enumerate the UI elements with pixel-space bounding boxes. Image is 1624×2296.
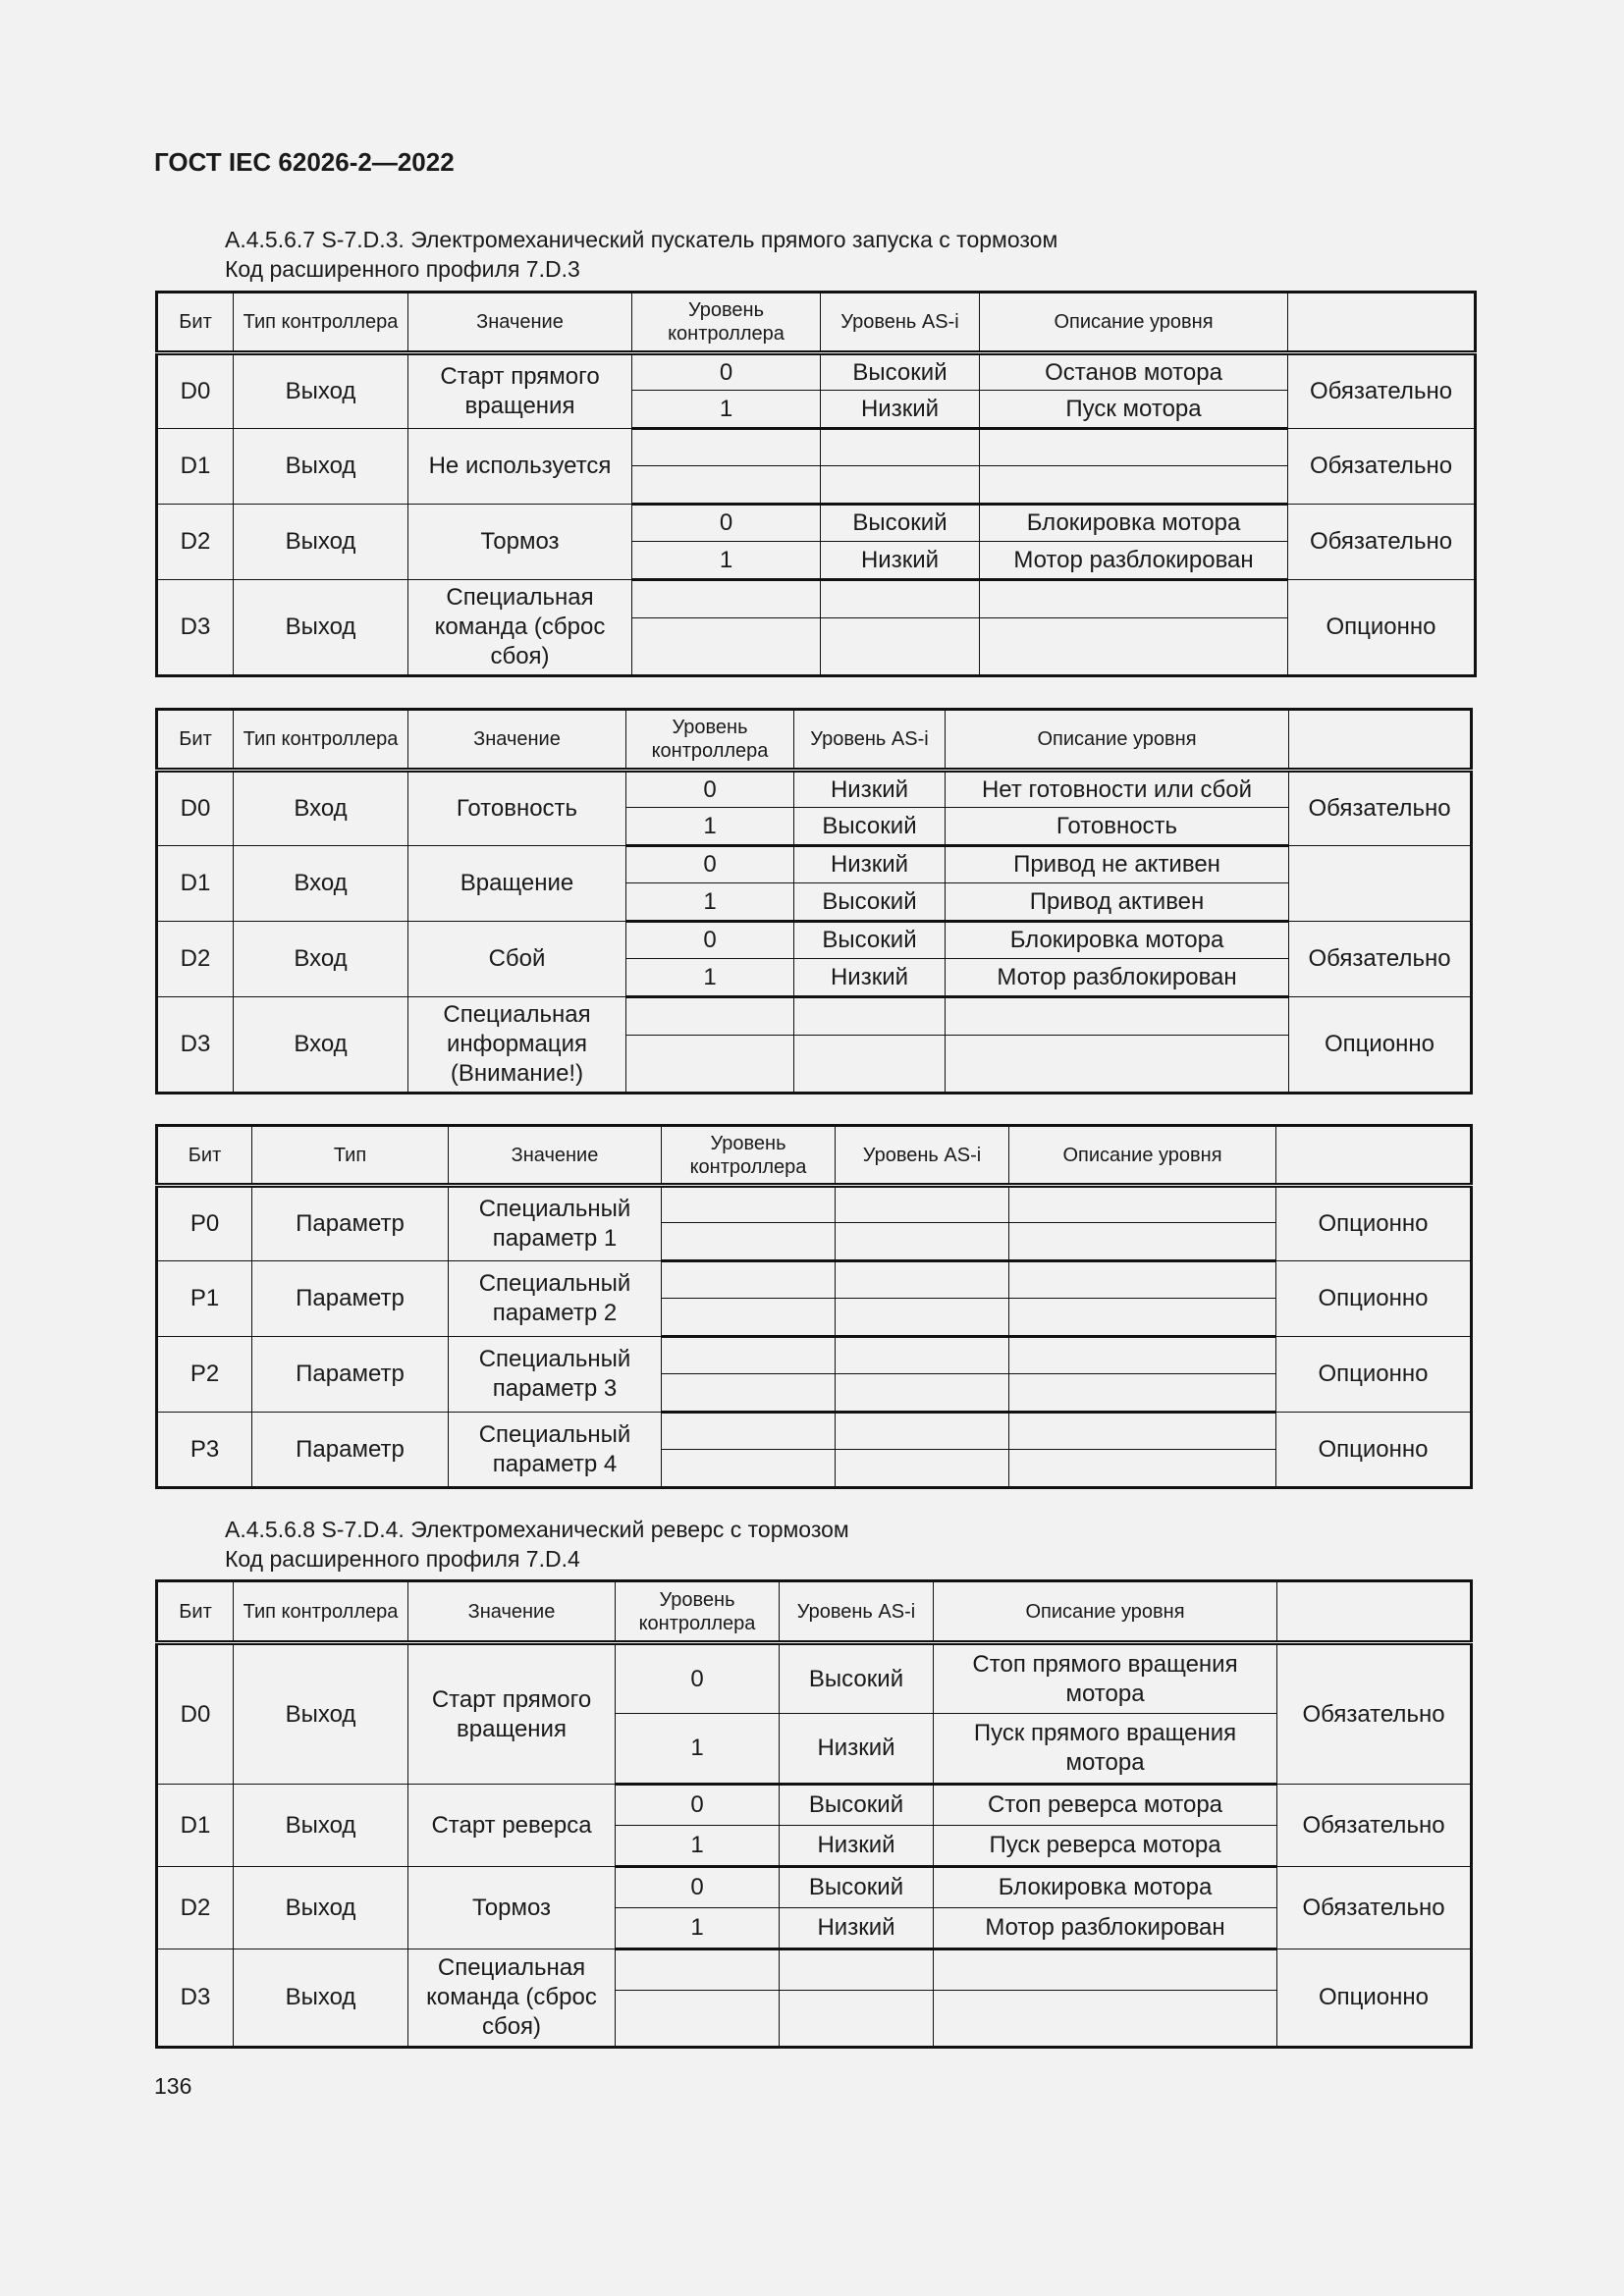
level-description-cell <box>980 618 1288 676</box>
header-level-description: Описание уровня <box>1009 1126 1276 1186</box>
controller-level-cell: 1 <box>616 1826 780 1867</box>
controller-level-cell: 1 <box>626 808 794 846</box>
header-meaning: Значение <box>408 1581 616 1643</box>
bit-table-outputs-7d3 <box>155 291 1477 677</box>
meaning-cell: Старт реверса <box>408 1785 616 1867</box>
requirement-cell: Обязательно <box>1277 1867 1472 1949</box>
level-description-cell: Блокировка мотора <box>946 922 1289 959</box>
bit-cell: D2 <box>157 922 234 997</box>
asi-level-cell: Низкий <box>794 846 946 883</box>
level-description-cell <box>1009 1374 1276 1413</box>
meaning-cell: Специальная команда (сброс сбоя) <box>408 1949 616 2048</box>
document-header: ГОСТ IEC 62026-2—2022 <box>154 147 455 177</box>
bit-cell: D1 <box>157 846 234 922</box>
asi-level-cell <box>794 997 946 1036</box>
level-description-cell <box>1009 1299 1276 1337</box>
header-requirement <box>1277 1581 1472 1643</box>
level-description-cell: Готовность <box>946 808 1289 846</box>
controller-type-cell: Выход <box>234 429 408 505</box>
controller-level-cell <box>632 429 821 466</box>
header-bit: Бит <box>157 710 234 771</box>
controller-level-cell <box>662 1261 836 1299</box>
asi-level-cell <box>821 618 980 676</box>
level-description-cell <box>980 466 1288 505</box>
controller-level-cell: 1 <box>632 391 821 429</box>
controller-level-cell <box>662 1186 836 1223</box>
meaning-cell: Тормоз <box>408 505 632 580</box>
level-description-cell: Привод не активен <box>946 846 1289 883</box>
controller-level-cell: 0 <box>626 846 794 883</box>
asi-level-cell <box>780 1949 934 1991</box>
bit-cell: D3 <box>157 580 234 676</box>
caption-title: А.4.5.6.7 S-7.D.3. Электромеханический пускатель прямого запуска с тормозом <box>225 227 1058 252</box>
bit-table-inputs <box>155 708 1473 1095</box>
parameter-table <box>155 1124 1473 1489</box>
header-meaning: Значение <box>449 1126 662 1186</box>
requirement-cell: Опционно <box>1276 1186 1472 1261</box>
level-description-cell: Блокировка мотора <box>934 1867 1277 1908</box>
bit-table-outputs-7d4 <box>155 1579 1473 2049</box>
controller-level-cell: 0 <box>616 1643 780 1714</box>
requirement-cell: Опционно <box>1276 1413 1472 1488</box>
controller-level-cell <box>632 580 821 618</box>
asi-level-cell <box>836 1223 1009 1261</box>
requirement-cell: Обязательно <box>1277 1785 1472 1867</box>
meaning-cell: Специальный параметр 2 <box>449 1261 662 1337</box>
asi-level-cell <box>821 466 980 505</box>
controller-type-cell: Выход <box>234 1643 408 1785</box>
controller-level-cell <box>626 1036 794 1094</box>
meaning-cell: Сбой <box>408 922 626 997</box>
requirement-cell: Обязательно <box>1288 353 1476 429</box>
controller-level-cell <box>662 1223 836 1261</box>
asi-level-cell: Высокий <box>780 1867 934 1908</box>
meaning-cell: Не используется <box>408 429 632 505</box>
controller-type-cell: Выход <box>234 1867 408 1949</box>
meaning-cell: Готовность <box>408 771 626 846</box>
caption-profile-code: Код расширенного профиля 7.D.4 <box>225 1546 580 1572</box>
header-requirement <box>1289 710 1472 771</box>
level-description-cell <box>1009 1223 1276 1261</box>
controller-level-cell: 0 <box>632 505 821 542</box>
meaning-cell: Специальный параметр 1 <box>449 1186 662 1261</box>
header-level-description: Описание уровня <box>980 293 1288 353</box>
controller-level-cell <box>662 1374 836 1413</box>
meaning-cell: Старт прямого вращения <box>408 353 632 429</box>
level-description-cell: Стоп прямого вращения мотора <box>934 1643 1277 1714</box>
caption-7d3 <box>225 225 1057 284</box>
controller-type-cell: Выход <box>234 505 408 580</box>
type-cell: Параметр <box>252 1261 449 1337</box>
header-bit: Бит <box>157 1581 234 1643</box>
caption-profile-code: Код расширенного профиля 7.D.3 <box>225 256 580 282</box>
header-bit: Бит <box>157 1126 252 1186</box>
level-description-cell: Нет готовности или сбой <box>946 771 1289 808</box>
requirement-cell: Обязательно <box>1277 1643 1472 1785</box>
bit-cell: D3 <box>157 1949 234 2048</box>
controller-type-cell: Выход <box>234 353 408 429</box>
type-cell: Параметр <box>252 1413 449 1488</box>
bit-cell: P1 <box>157 1261 252 1337</box>
bit-cell: D3 <box>157 997 234 1094</box>
level-description-cell: Стоп реверса мотора <box>934 1785 1277 1826</box>
header-level-description: Описание уровня <box>946 710 1289 771</box>
level-description-cell <box>980 429 1288 466</box>
level-description-cell <box>1009 1261 1276 1299</box>
asi-level-cell: Низкий <box>780 1908 934 1949</box>
type-cell: Параметр <box>252 1337 449 1413</box>
header-controller-level: Уровень контроллера <box>662 1126 836 1186</box>
requirement-cell: Обязательно <box>1289 922 1472 997</box>
bit-cell: D1 <box>157 1785 234 1867</box>
level-description-cell <box>1009 1413 1276 1450</box>
requirement-cell: Обязательно <box>1288 505 1476 580</box>
controller-level-cell <box>662 1413 836 1450</box>
level-description-cell: Мотор разблокирован <box>946 959 1289 997</box>
controller-level-cell: 0 <box>626 771 794 808</box>
level-description-cell <box>946 1036 1289 1094</box>
asi-level-cell <box>836 1450 1009 1488</box>
header-asi-level: Уровень AS-i <box>836 1126 1009 1186</box>
bit-cell: P2 <box>157 1337 252 1413</box>
controller-type-cell: Вход <box>234 922 408 997</box>
controller-level-cell <box>632 618 821 676</box>
requirement-cell: Опционно <box>1288 580 1476 676</box>
asi-level-cell <box>836 1299 1009 1337</box>
header-level-description: Описание уровня <box>934 1581 1277 1643</box>
level-description-cell: Мотор разблокирован <box>980 542 1288 580</box>
header-asi-level: Уровень AS-i <box>794 710 946 771</box>
controller-level-cell: 1 <box>616 1908 780 1949</box>
meaning-cell: Тормоз <box>408 1867 616 1949</box>
caption-title: А.4.5.6.8 S-7.D.4. Электромеханический реверс с тормозом <box>225 1517 849 1542</box>
asi-level-cell: Высокий <box>780 1643 934 1714</box>
controller-level-cell: 1 <box>626 883 794 922</box>
bit-cell: D2 <box>157 1867 234 1949</box>
meaning-cell: Старт прямого вращения <box>408 1643 616 1785</box>
bit-cell: D2 <box>157 505 234 580</box>
asi-level-cell: Высокий <box>794 922 946 959</box>
asi-level-cell <box>794 1036 946 1094</box>
bit-cell: D0 <box>157 1643 234 1785</box>
asi-level-cell: Высокий <box>794 808 946 846</box>
asi-level-cell <box>836 1186 1009 1223</box>
header-requirement <box>1276 1126 1472 1186</box>
controller-type-cell: Выход <box>234 580 408 676</box>
asi-level-cell <box>821 429 980 466</box>
controller-level-cell <box>616 1949 780 1991</box>
asi-level-cell <box>836 1413 1009 1450</box>
meaning-cell: Специальный параметр 3 <box>449 1337 662 1413</box>
asi-level-cell <box>821 580 980 618</box>
asi-level-cell: Низкий <box>794 959 946 997</box>
controller-level-cell <box>662 1450 836 1488</box>
level-description-cell <box>1009 1337 1276 1374</box>
controller-level-cell <box>662 1337 836 1374</box>
level-description-cell: Пуск мотора <box>980 391 1288 429</box>
controller-level-cell: 1 <box>632 542 821 580</box>
controller-level-cell: 1 <box>616 1714 780 1785</box>
bit-cell: P3 <box>157 1413 252 1488</box>
controller-level-cell <box>632 466 821 505</box>
header-type: Тип <box>252 1126 449 1186</box>
controller-level-cell: 0 <box>616 1867 780 1908</box>
header-bit: Бит <box>157 293 234 353</box>
asi-level-cell <box>836 1337 1009 1374</box>
requirement-cell: Опционно <box>1276 1337 1472 1413</box>
level-description-cell: Привод активен <box>946 883 1289 922</box>
level-description-cell <box>980 580 1288 618</box>
level-description-cell: Останов мотора <box>980 353 1288 391</box>
controller-level-cell: 0 <box>616 1785 780 1826</box>
asi-level-cell: Высокий <box>794 883 946 922</box>
asi-level-cell: Низкий <box>794 771 946 808</box>
header-controller-level: Уровень контроллера <box>626 710 794 771</box>
controller-level-cell: 1 <box>626 959 794 997</box>
requirement-cell: Обязательно <box>1289 771 1472 846</box>
header-controller-level: Уровень контроллера <box>616 1581 780 1643</box>
level-description-cell <box>934 1949 1277 1991</box>
asi-level-cell <box>836 1374 1009 1413</box>
asi-level-cell <box>780 1991 934 2048</box>
header-asi-level: Уровень AS-i <box>821 293 980 353</box>
asi-level-cell: Низкий <box>821 542 980 580</box>
header-meaning: Значение <box>408 293 632 353</box>
controller-type-cell: Выход <box>234 1949 408 2048</box>
level-description-cell <box>946 997 1289 1036</box>
asi-level-cell <box>836 1261 1009 1299</box>
controller-level-cell: 0 <box>632 353 821 391</box>
asi-level-cell: Низкий <box>821 391 980 429</box>
controller-type-cell: Вход <box>234 997 408 1094</box>
meaning-cell: Специальная команда (сброс сбоя) <box>408 580 632 676</box>
asi-level-cell: Высокий <box>821 505 980 542</box>
requirement-cell: Опционно <box>1277 1949 1472 2048</box>
controller-level-cell: 0 <box>626 922 794 959</box>
requirement-cell: Опционно <box>1289 997 1472 1094</box>
controller-level-cell <box>662 1299 836 1337</box>
meaning-cell: Вращение <box>408 846 626 922</box>
caption-7d4 <box>225 1515 849 1574</box>
bit-cell: D0 <box>157 353 234 429</box>
level-description-cell <box>934 1991 1277 2048</box>
header-controller-type: Тип контроллера <box>234 710 408 771</box>
header-requirement <box>1288 293 1476 353</box>
controller-level-cell <box>616 1991 780 2048</box>
asi-level-cell: Низкий <box>780 1714 934 1785</box>
level-description-cell: Пуск прямого вращения мотора <box>934 1714 1277 1785</box>
level-description-cell: Блокировка мотора <box>980 505 1288 542</box>
level-description-cell <box>1009 1450 1276 1488</box>
header-meaning: Значение <box>408 710 626 771</box>
meaning-cell: Специальная информация (Внимание!) <box>408 997 626 1094</box>
requirement-cell: Обязательно <box>1288 429 1476 505</box>
controller-type-cell: Вход <box>234 771 408 846</box>
header-controller-type: Тип контроллера <box>234 1581 408 1643</box>
asi-level-cell: Высокий <box>821 353 980 391</box>
level-description-cell: Пуск реверса мотора <box>934 1826 1277 1867</box>
controller-type-cell: Выход <box>234 1785 408 1867</box>
meaning-cell: Специальный параметр 4 <box>449 1413 662 1488</box>
controller-type-cell: Вход <box>234 846 408 922</box>
page-number: 136 <box>154 2073 192 2099</box>
bit-cell: D1 <box>157 429 234 505</box>
requirement-cell <box>1289 846 1472 922</box>
header-controller-type: Тип контроллера <box>234 293 408 353</box>
bit-cell: P0 <box>157 1186 252 1261</box>
level-description-cell: Мотор разблокирован <box>934 1908 1277 1949</box>
asi-level-cell: Высокий <box>780 1785 934 1826</box>
asi-level-cell: Низкий <box>780 1826 934 1867</box>
type-cell: Параметр <box>252 1186 449 1261</box>
requirement-cell: Опционно <box>1276 1261 1472 1337</box>
controller-level-cell <box>626 997 794 1036</box>
header-asi-level: Уровень AS-i <box>780 1581 934 1643</box>
bit-cell: D0 <box>157 771 234 846</box>
header-controller-level: Уровень контроллера <box>632 293 821 353</box>
level-description-cell <box>1009 1186 1276 1223</box>
